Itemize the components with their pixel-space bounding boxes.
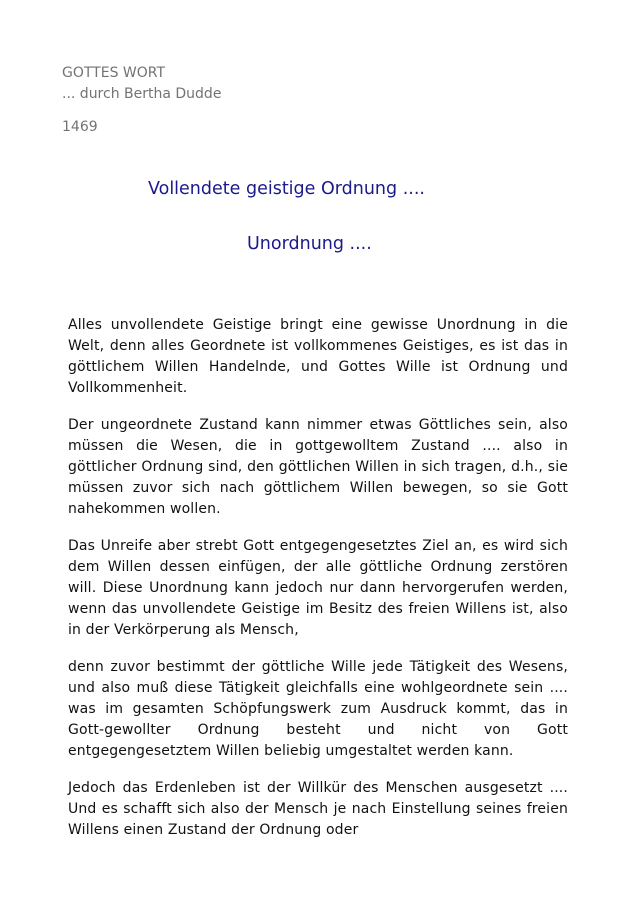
paragraph: denn zuvor bestimmt der göttliche Wille jede Tätigkeit des Wesens, und also muß diese Tätigkeit gleichfalls eine wohlgeordnete sein .... was im gesamten Schöpfungswerk zum Ausdruck kommt, das in Gott-gewollter Ordnung besteht und nicht von Gott entgegengesetztem Willen beliebig umgestaltet werden kann. xyxy=(68,659,568,759)
main-heading: Vollendete geistige Ordnung .... xyxy=(148,179,425,199)
message-number: 1469 xyxy=(62,119,98,135)
series-title: GOTTES WORT xyxy=(62,65,166,81)
body-text xyxy=(68,315,568,857)
document-header xyxy=(62,63,221,138)
paragraph: Jedoch das Erdenleben ist der Willkür des Menschen ausgesetzt .... Und es schafft sich also der Mensch je nach Einstellung seines freien Willens einen Zustand der Ordnung oder xyxy=(68,780,568,838)
sub-heading: Unordnung .... xyxy=(247,234,372,254)
paragraph: Alles unvollendete Geistige bringt eine gewisse Unordnung in die Welt, denn alles Geordnete ist vollkommenes Geistiges, es ist das in göttlichem Willen Handelnde, und Gottes Wille ist Ordnung und Vollkommenheit. xyxy=(68,317,568,396)
author-line: ... durch Bertha Dudde xyxy=(62,86,222,102)
paragraph: Das Unreife aber strebt Gott entgegengesetztes Ziel an, es wird sich dem Willen dessen einfügen, der alle göttliche Ordnung zerstören will. Diese Unordnung kann jedoch nur dann hervorgerufen werden, wenn das unvollendete Geistige im Besitz des freien Willens ist, also in der Verkörperung als Mensch, xyxy=(68,538,568,638)
paragraph: Der ungeordnete Zustand kann nimmer etwas Göttliches sein, also müssen die Wesen, die in gottgewolltem Zustand .... also in göttlicher Ordnung sind, den göttlichen Willen in sich tragen, d.h., sie müssen zuvor sich nach göttlichem Willen bewegen, so sie Gott nahekommen wollen. xyxy=(68,417,568,517)
